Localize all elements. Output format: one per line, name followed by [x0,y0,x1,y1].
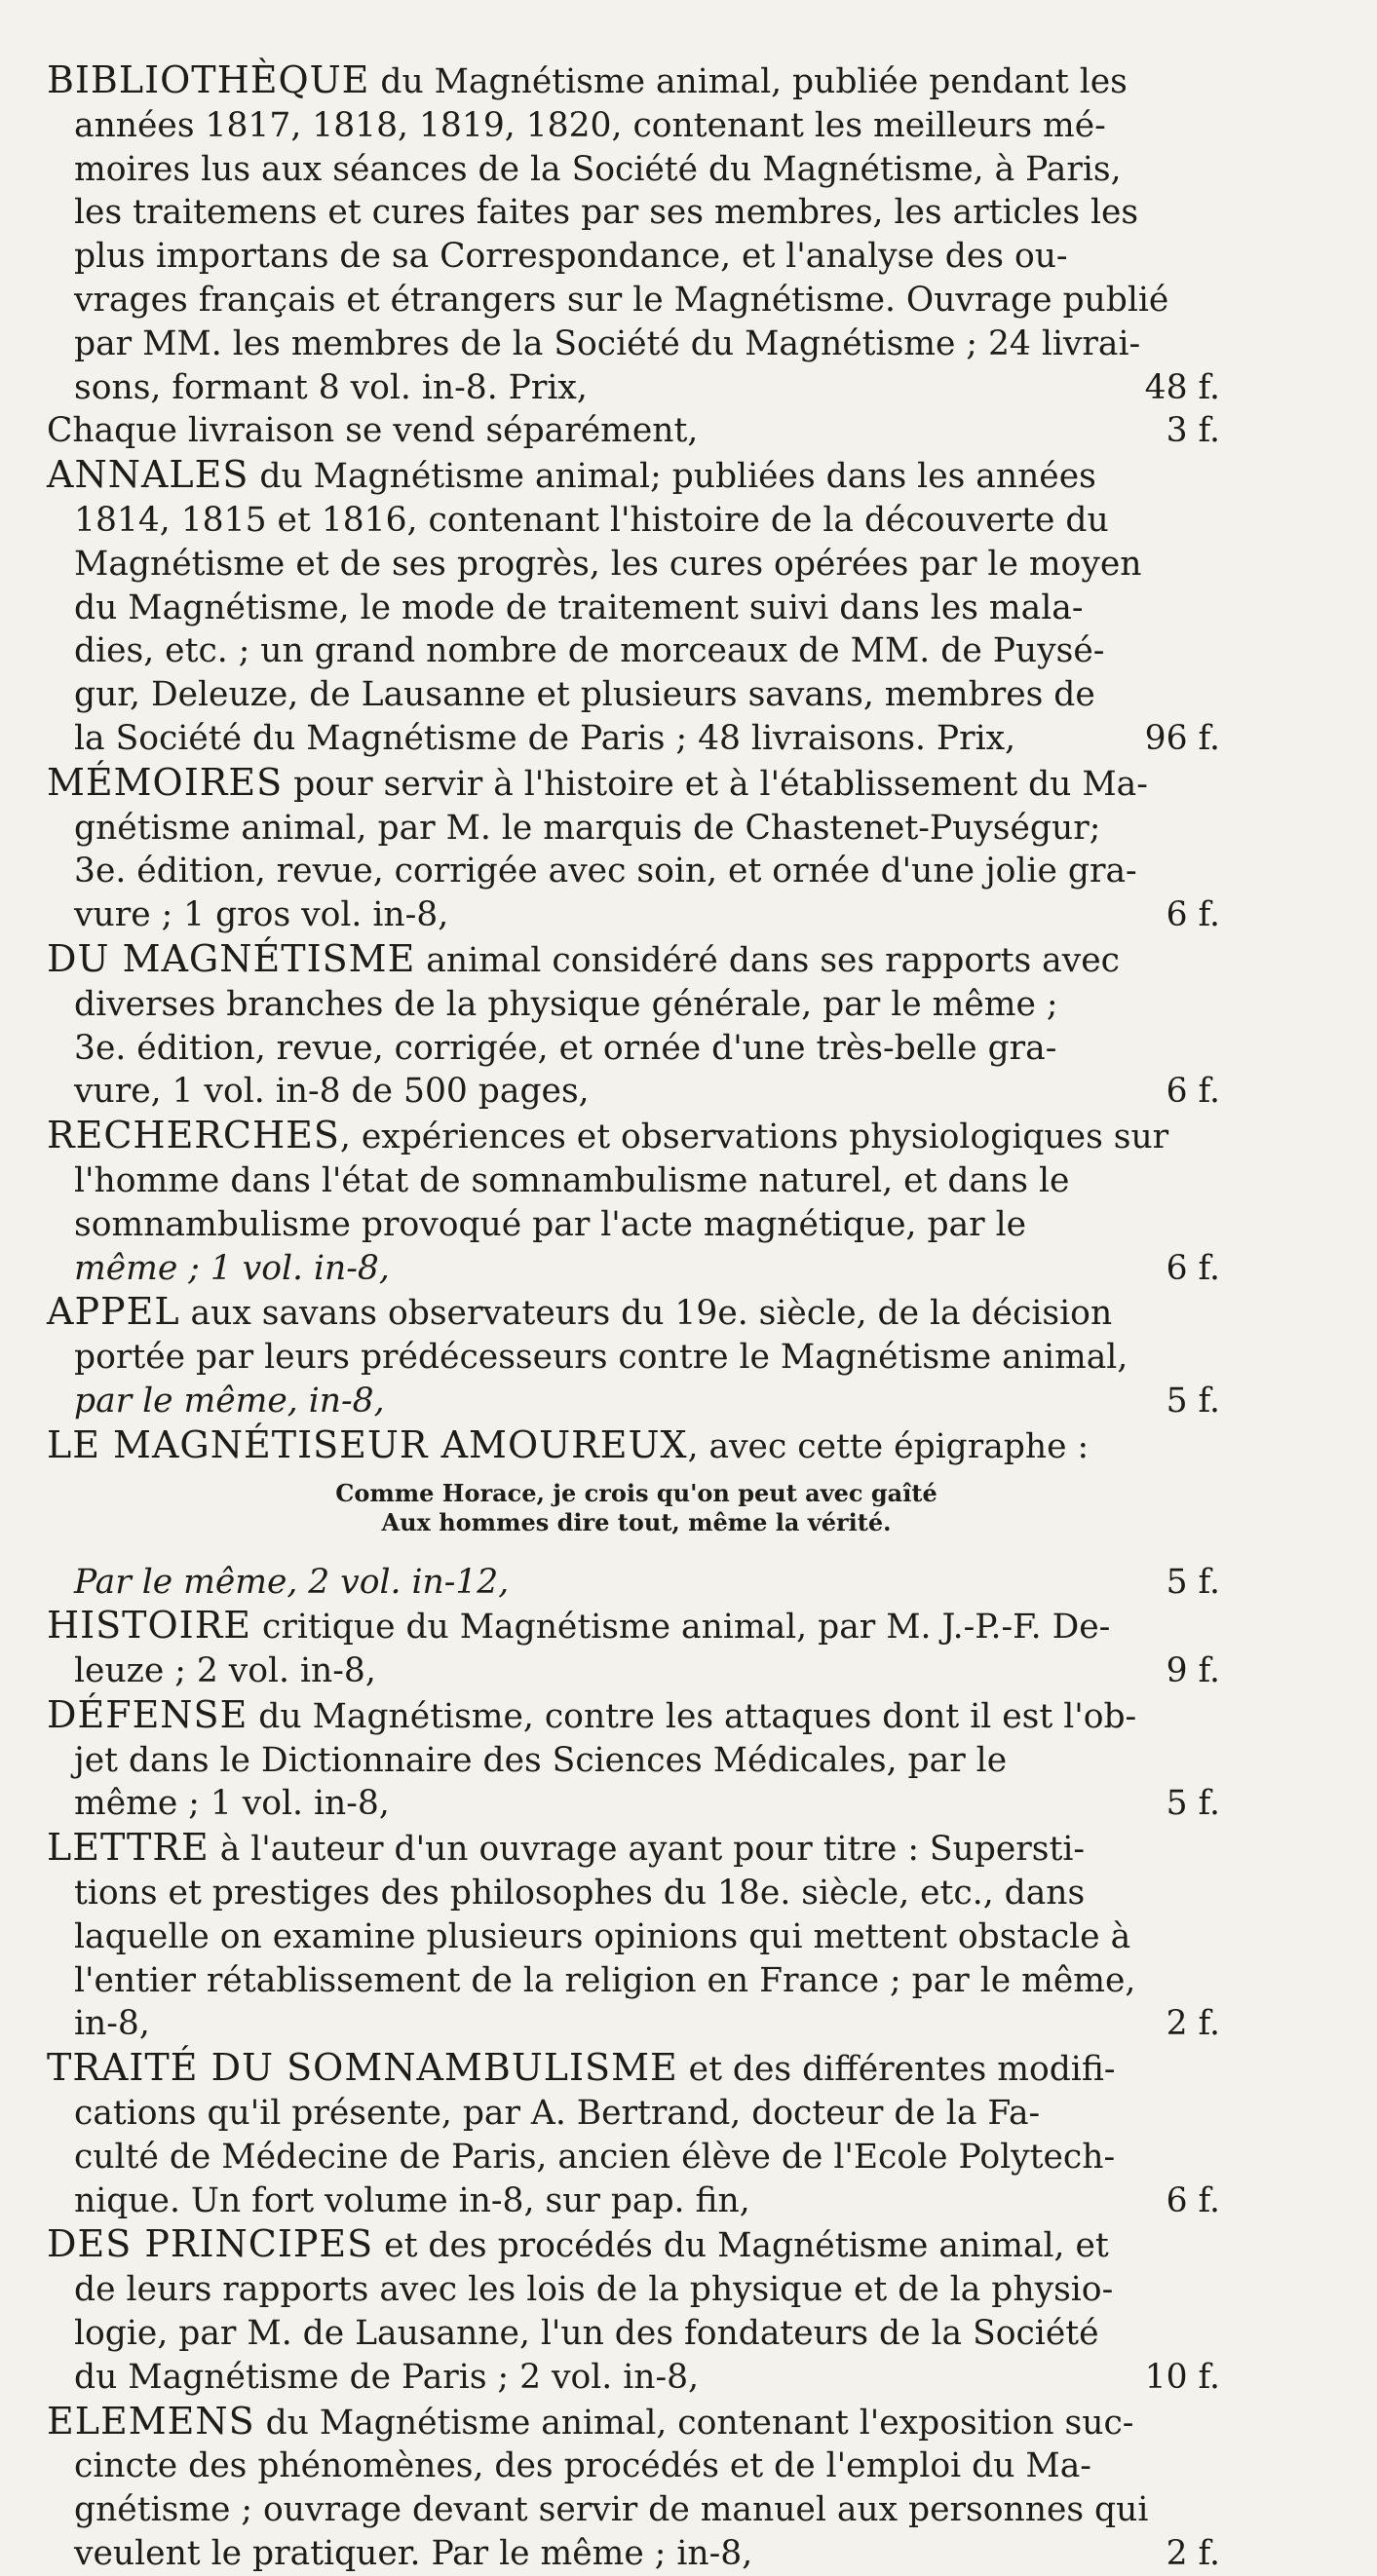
entry-price: 6 f. [1166,1072,1220,1112]
entry-price-line: Chaque livraison se vend séparément, 3 f. [47,409,1226,453]
entry-first-line: HISTOIRE critique du Magnétisme animal, par M. J.-P.-F. De- [47,1604,1111,1648]
entry-price: 10 f. [1144,2357,1220,2397]
entry-line: 1814, 1815 et 1816, contenant l'histoire de la découverte du [74,500,1109,540]
entry-line: jet dans le Dictionnaire des Sciences Médicales, par le [74,1740,1008,1780]
entry-line: somnambulisme provoqué par l'acte magnétique, par le [74,1204,1027,1244]
catalogue-page [47,58,1226,2576]
entry-first-line: ANNALES du Magnétisme animal; publiées dans les années [47,453,1096,497]
entry-title: RECHERCHES [47,1114,340,1157]
catalogue-entry [47,58,1226,409]
entry-line: années 1817, 1818, 1819, 1820, contenant les meilleurs mé- [74,105,1106,145]
entry-line: diverses branches de la physique générale, par le même ; [74,984,1058,1024]
entry-first-line: LETTRE à l'auteur d'un ouvrage ayant pour titre : Supersti- [47,1826,1086,1870]
entry-price: 6 f. [1166,2180,1220,2220]
entry-price: 9 f. [1166,1651,1220,1691]
entry-price-line: vure, 1 vol. in-8 de 500 pages, 6 f. [47,1070,1226,1114]
entry-first-line: DES PRINCIPES et des procédés du Magnétisme animal, et [47,2222,1109,2266]
entry-first-line: APPEL aux savans observateurs du 19e. siècle, de la décision [47,1290,1113,1334]
entry-price-line: même ; 1 vol. in-8, 5 f. [47,1782,1226,1826]
entry-line: portée par leurs prédécesseurs contre le Magnétisme animal, [74,1338,1128,1378]
catalogue-entry [47,2400,1226,2576]
catalogue-entry [47,1604,1226,1693]
entry-price-line: par le même, in-8, 5 f. [47,1380,1226,1423]
entry-line: plus importans de sa Correspondance, et l'analyse des ou- [74,237,1068,277]
entry-line: laquelle on examine plusieurs opinions qui mettent obstacle à [74,1916,1131,1956]
entry-price-line: vure ; 1 gros vol. in-8, 6 f. [47,893,1226,937]
entry-line: Magnétisme et de ses progrès, les cures opérées par le moyen [74,544,1142,584]
catalogue-entry [47,761,1226,937]
entry-line: vrages français et étrangers sur le Magnétisme. Ouvrage publié [74,280,1169,320]
entry-title: TRAITÉ DU SOMNAMBULISME [47,2046,678,2090]
entry-first-line: BIBLIOTHÈQUE du Magnétisme animal, publiée pendant les [47,58,1128,101]
entry-price: 3 f. [1166,411,1220,451]
entry-title: DU MAGNÉTISME [47,936,416,980]
entry-line: l'entier rétablissement de la religion en France ; par le même, [74,1960,1136,2000]
entry-line: tions et prestiges des philosophes du 18e. siècle, etc., dans [74,1874,1086,1913]
entry-price: 6 f. [1166,1248,1220,1288]
entry-line: les traitemens et cures faites par ses membres, les articles les [74,193,1139,233]
entry-price-line: Par le même, 2 vol. in-12, 5 f. [47,1561,1226,1605]
entry-title: DES PRINCIPES [47,2222,374,2266]
entry-price: 2 f. [1166,2534,1220,2574]
entry-price: 2 f. [1166,2004,1220,2044]
entry-title: BIBLIOTHÈQUE [47,58,370,101]
catalogue-entry [47,1114,1226,1290]
entry-line: gur, Deleuze, de Lausanne et plusieurs savans, membres de [74,675,1095,715]
entry-first-line: DÉFENSE du Magnétisme, contre les attaques dont il est l'ob- [47,1692,1137,1736]
entry-line: moires lus aux séances de la Société du Magnétisme, à Paris, [74,149,1122,189]
entry-first-line: DU MAGNÉTISME animal considéré dans ses rapports avec [47,936,1120,980]
entry-line: gnétisme ; ouvrage devant servir de manuel aux personnes qui [74,2490,1149,2530]
entry-line: du Magnétisme, le mode de traitement suivi dans les mala- [74,587,1084,627]
entry-first-line: TRAITÉ DU SOMNAMBULISME et des différentes modifi- [47,2046,1116,2090]
entry-line: l'homme dans l'état de somnambulisme naturel, et dans le [74,1160,1070,1200]
entry-line: cincte des phénomènes, des procédés et de l'emploi du Ma- [74,2446,1091,2486]
entry-line: gnétisme animal, par M. le marquis de Chastenet-Puységur; [74,808,1101,848]
catalogue-entry [47,1423,1226,1605]
entry-line: par MM. les membres de la Société du Magnétisme ; 24 livrai- [74,323,1141,363]
entry-line: logie, par M. de Lausanne, l'un des fondateurs de la Société [74,2314,1099,2354]
entry-price-line: sons, formant 8 vol. in-8. Prix, 48 f. [47,366,1226,410]
catalogue-entry [47,1826,1226,2046]
entry-line: 3e. édition, revue, corrigée avec soin, et ornée d'une jolie gra- [74,852,1137,891]
entry-price: 5 f. [1166,1784,1220,1824]
entry-first-line: MÉMOIRES pour servir à l'histoire et à l'établissement du Ma- [47,760,1148,804]
entry-first-line: ELEMENS du Magnétisme animal, contenant l'exposition suc- [47,2399,1134,2443]
entry-price-line: nique. Un fort volume in-8, sur pap. fin, 6 f. [47,2179,1226,2223]
entry-price-line: leuze ; 2 vol. in-8, 9 f. [47,1649,1226,1693]
entry-price: 5 f. [1166,1562,1220,1602]
entry-line: de leurs rapports avec les lois de la physique et de la physio- [74,2270,1114,2310]
entry-line: culté de Médecine de Paris, ancien élève de l'Ecole Polytech- [74,2137,1116,2177]
entry-title: ELEMENS [47,2399,255,2443]
entry-title: DÉFENSE [47,1692,249,1736]
catalogue-entry [47,937,1226,1114]
entry-line: dies, etc. ; un grand nombre de morceaux de MM. de Puysé- [74,631,1105,671]
entry-title: LE MAGNÉTISEUR AMOUREUX [47,1422,688,1466]
entry-title: LETTRE [47,1826,210,1870]
catalogue-entry [47,409,1226,453]
entry-price-line: même ; 1 vol. in-8, 6 f. [47,1247,1226,1291]
entry-line: 3e. édition, revue, corrigée, et ornée d'une très-belle gra- [74,1028,1057,1068]
entry-title: ANNALES [47,453,249,497]
entry-title: APPEL [47,1290,180,1334]
catalogue-entry [47,2046,1226,2222]
catalogue-entry [47,453,1226,761]
entry-price-line: la Société du Magnétisme de Paris ; 48 livraisons. Prix, 96 f. [47,717,1226,761]
entry-price: 5 f. [1166,1381,1220,1421]
catalogue-entry [47,1290,1226,1422]
entry-price: 96 f. [1144,718,1220,758]
entry-line: cations qu'il présente, par A. Bertrand, docteur de la Fa- [74,2094,1041,2134]
entry-first-line: RECHERCHES, expériences et observations physiologiques sur [47,1114,1169,1157]
catalogue-entry [47,2222,1226,2399]
catalogue-entry [47,1693,1226,1826]
entry-first-line: LE MAGNÉTISEUR AMOUREUX, avec cette épigraphe : [47,1422,1090,1466]
entry-title: HISTOIRE [47,1604,252,1648]
entry-price-line: veulent le pratiquer. Par le même ; in-8, 2 f. [47,2532,1226,2576]
entry-price-line: du Magnétisme de Paris ; 2 vol. in-8, 10 f. [47,2356,1226,2400]
entry-title: MÉMOIRES [47,760,284,804]
entry-price-line: in-8, 2 f. [47,2002,1226,2046]
entry-price: 48 f. [1144,367,1220,407]
epigraph: Comme Horace, je crois qu'on peut avec gaîté Aux hommes dire tout, même la vérité. [335,1478,937,1536]
entry-price: 6 f. [1166,895,1220,935]
